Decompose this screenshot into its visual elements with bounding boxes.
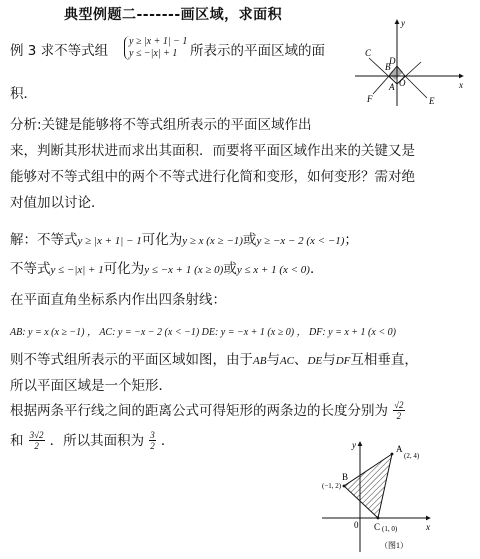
x-label: x: [459, 80, 463, 90]
fraction-root2-over-2: $\frac{√2}{2}$: [394, 400, 404, 421]
point-a-label: A: [396, 444, 403, 454]
label-e: E: [429, 96, 435, 106]
solution-line-e: 根据两条平行线之间的距离公式可得矩形的两条边的长度分别为 $\frac{√2}{2}$: [10, 400, 404, 421]
solution-line-a: 解：不等式y ≥ |x + 1| − 1可化为y ≥ x (x ≥ −1)或y ≥ −x − 2 (x < −1)；: [10, 232, 358, 248]
fraction-3-over-2: $\frac{3}{2}$: [150, 430, 155, 451]
label-f: F: [367, 94, 373, 104]
label-c: C: [365, 48, 372, 58]
solution-line-c: 则不等式组所表示的平面区域如图，由于AB与AC、DE与DF互相垂直，: [10, 352, 418, 368]
page-title: 典型例题二-------画区域，求面积: [64, 7, 283, 23]
inequality-1: y ≥ |x + 1| − 1: [129, 36, 188, 47]
analysis-line2: 来，判断其形状进而求出其面积．而要将平面区域作出来的关键又是: [10, 143, 415, 159]
figure-caption: （图1）: [380, 541, 408, 550]
point-a-coord: (2, 4): [404, 452, 420, 460]
example-suffix: 所表示的平面区域的面: [190, 43, 325, 59]
analysis-line3: 能够对不等式组中的两个不等式进行化简和变形，如何变形？需对绝: [10, 169, 415, 185]
point-c-coord: (1, 0): [382, 525, 398, 533]
solution-line-d: 所以平面区域是一个矩形．: [10, 378, 172, 394]
rays-equations: AB: y = x (x ≥ −1) ， AC: y = −x − 2 (x < −1) DE: y = −x + 1 (x ≥ 0) ， DF: y = x + 1 (x < 0): [10, 327, 396, 338]
solution-line-b: 不等式y ≤ −|x| + 1可化为y ≤ −x + 1 (x ≥ 0)或y ≤ x + 1 (x < 0)．: [10, 261, 324, 277]
origin-label: O: [399, 78, 406, 88]
example-prefix: 例 3 求不等式组: [10, 43, 109, 59]
fraction-3root2-over-2: $\frac{3√2}{2}$: [29, 430, 44, 451]
solution-line-f: 和 $\frac{3√2}{2}$ ．所以其面积为 $\frac{3}{2}$ ．: [10, 430, 175, 451]
inequality-system: [124, 36, 187, 60]
x-label-bottom: x: [426, 522, 430, 532]
y-label: y: [401, 18, 405, 28]
shaded-triangle: [344, 454, 392, 518]
analysis-line4: 对值加以讨论．: [10, 195, 105, 211]
analysis-line1: 分析:关键是能够将不等式组所表示的平面区域作出: [10, 117, 312, 133]
point-b-label: B: [342, 472, 349, 482]
inequality-2: y ≤ −|x| + 1: [129, 48, 178, 59]
rays-intro: 在平面直角坐标系内作出四条射线：: [10, 292, 226, 308]
point-c-label: C: [374, 522, 381, 532]
y-label-bottom: y: [352, 440, 356, 450]
label-a: A: [389, 82, 395, 92]
origin-label-bottom: 0: [354, 520, 359, 530]
point-b-coord: (−1, 2): [322, 482, 342, 490]
region-figure-top: [355, 18, 467, 108]
example-cont: 积．: [10, 86, 37, 102]
region-figure-bottom: [318, 440, 458, 556]
label-b: B: [385, 62, 391, 72]
label-d: D: [389, 56, 396, 66]
